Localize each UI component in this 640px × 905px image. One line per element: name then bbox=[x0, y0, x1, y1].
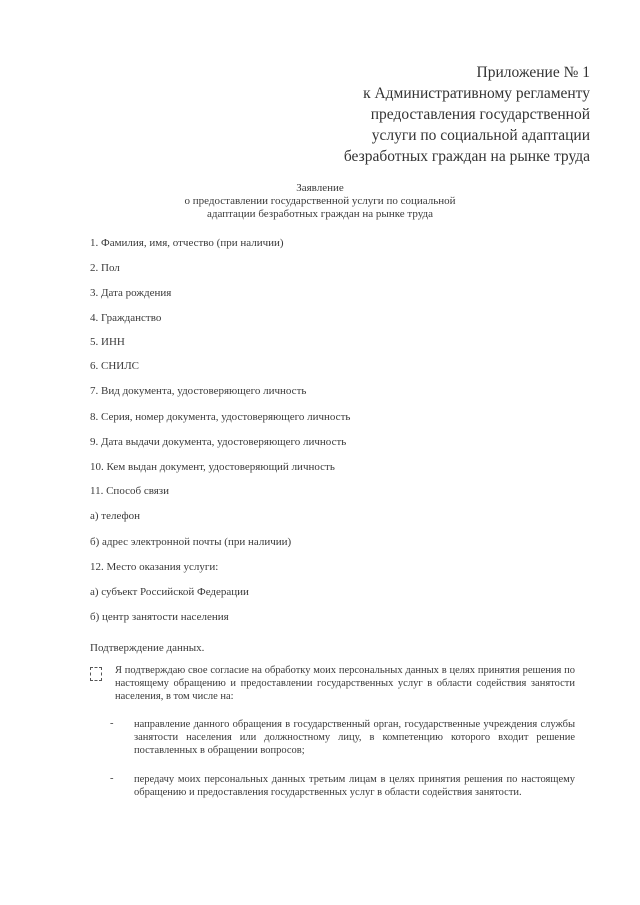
confirmation-title: Подтверждение данных. bbox=[90, 642, 205, 654]
bullet-text: передачу моих персональных данных третьим лицам в целях принятия решения по настоящему обращению и предоставления государственных услуг в области содействия занятости. bbox=[134, 774, 575, 798]
title-line-2: о предоставлении государственной услуги по социальной bbox=[184, 195, 456, 207]
appendix-line-3: предоставления государственной bbox=[370, 106, 590, 123]
appendix-line-1: Приложение № 1 bbox=[476, 64, 590, 81]
field-contact-method: 11. Способ связи bbox=[90, 485, 170, 497]
appendix-header bbox=[230, 62, 590, 167]
bullet-dash: - bbox=[110, 718, 114, 729]
field-full-name: 1. Фамилия, имя, отчество (при наличии) bbox=[90, 237, 284, 249]
field-service-place: 12. Место оказания услуги: bbox=[90, 561, 219, 573]
field-id-document-issuer: 10. Кем выдан документ, удостоверяющий личность bbox=[90, 461, 335, 473]
field-region: а) субъект Российской Федерации bbox=[90, 586, 249, 598]
bullet-dash: - bbox=[110, 773, 114, 784]
consent-bullet bbox=[110, 718, 575, 757]
appendix-line-4: услуги по социальной адаптации bbox=[371, 127, 590, 144]
consent-text: Я подтверждаю свое согласие на обработку моих персональных данных в целях принятия решения по настоящему обращению и предоставлении государственных услуг в области содействия занятости населения, в том числе на: bbox=[115, 665, 575, 702]
field-birth-date: 3. Дата рождения bbox=[90, 287, 172, 299]
field-phone: а) телефон bbox=[90, 510, 141, 522]
consent-checkbox[interactable] bbox=[90, 667, 102, 681]
field-inn: 5. ИНН bbox=[90, 336, 125, 348]
field-id-document-number: 8. Серия, номер документа, удостоверяющего личность bbox=[90, 411, 351, 423]
field-employment-center: б) центр занятости населения bbox=[90, 611, 229, 623]
field-citizenship: 4. Гражданство bbox=[90, 312, 162, 324]
title-line-3: адаптации безработных граждан на рынке труда bbox=[206, 208, 433, 220]
field-snils: 6. СНИЛС bbox=[90, 360, 140, 372]
document-title bbox=[140, 182, 500, 221]
field-id-document-type: 7. Вид документа, удостоверяющего личность bbox=[90, 385, 307, 397]
consent-bullet bbox=[110, 773, 575, 799]
appendix-line-2: к Административному регламенту bbox=[363, 85, 590, 102]
bullet-text: направление данного обращения в государственный орган, государственные учреждения службы занятости населения или должностному лицу, в компетенцию которого входит решение поставленных в обращении вопросов; bbox=[134, 719, 575, 756]
field-id-document-date: 9. Дата выдачи документа, удостоверяющего личность bbox=[90, 436, 347, 448]
field-email: б) адрес электронной почты (при наличии) bbox=[90, 536, 292, 548]
appendix-line-5: безработных граждан на рынке труда bbox=[343, 148, 590, 165]
consent-block bbox=[90, 664, 575, 703]
field-gender: 2. Пол bbox=[90, 262, 120, 274]
title-line-1: Заявление bbox=[296, 182, 344, 194]
